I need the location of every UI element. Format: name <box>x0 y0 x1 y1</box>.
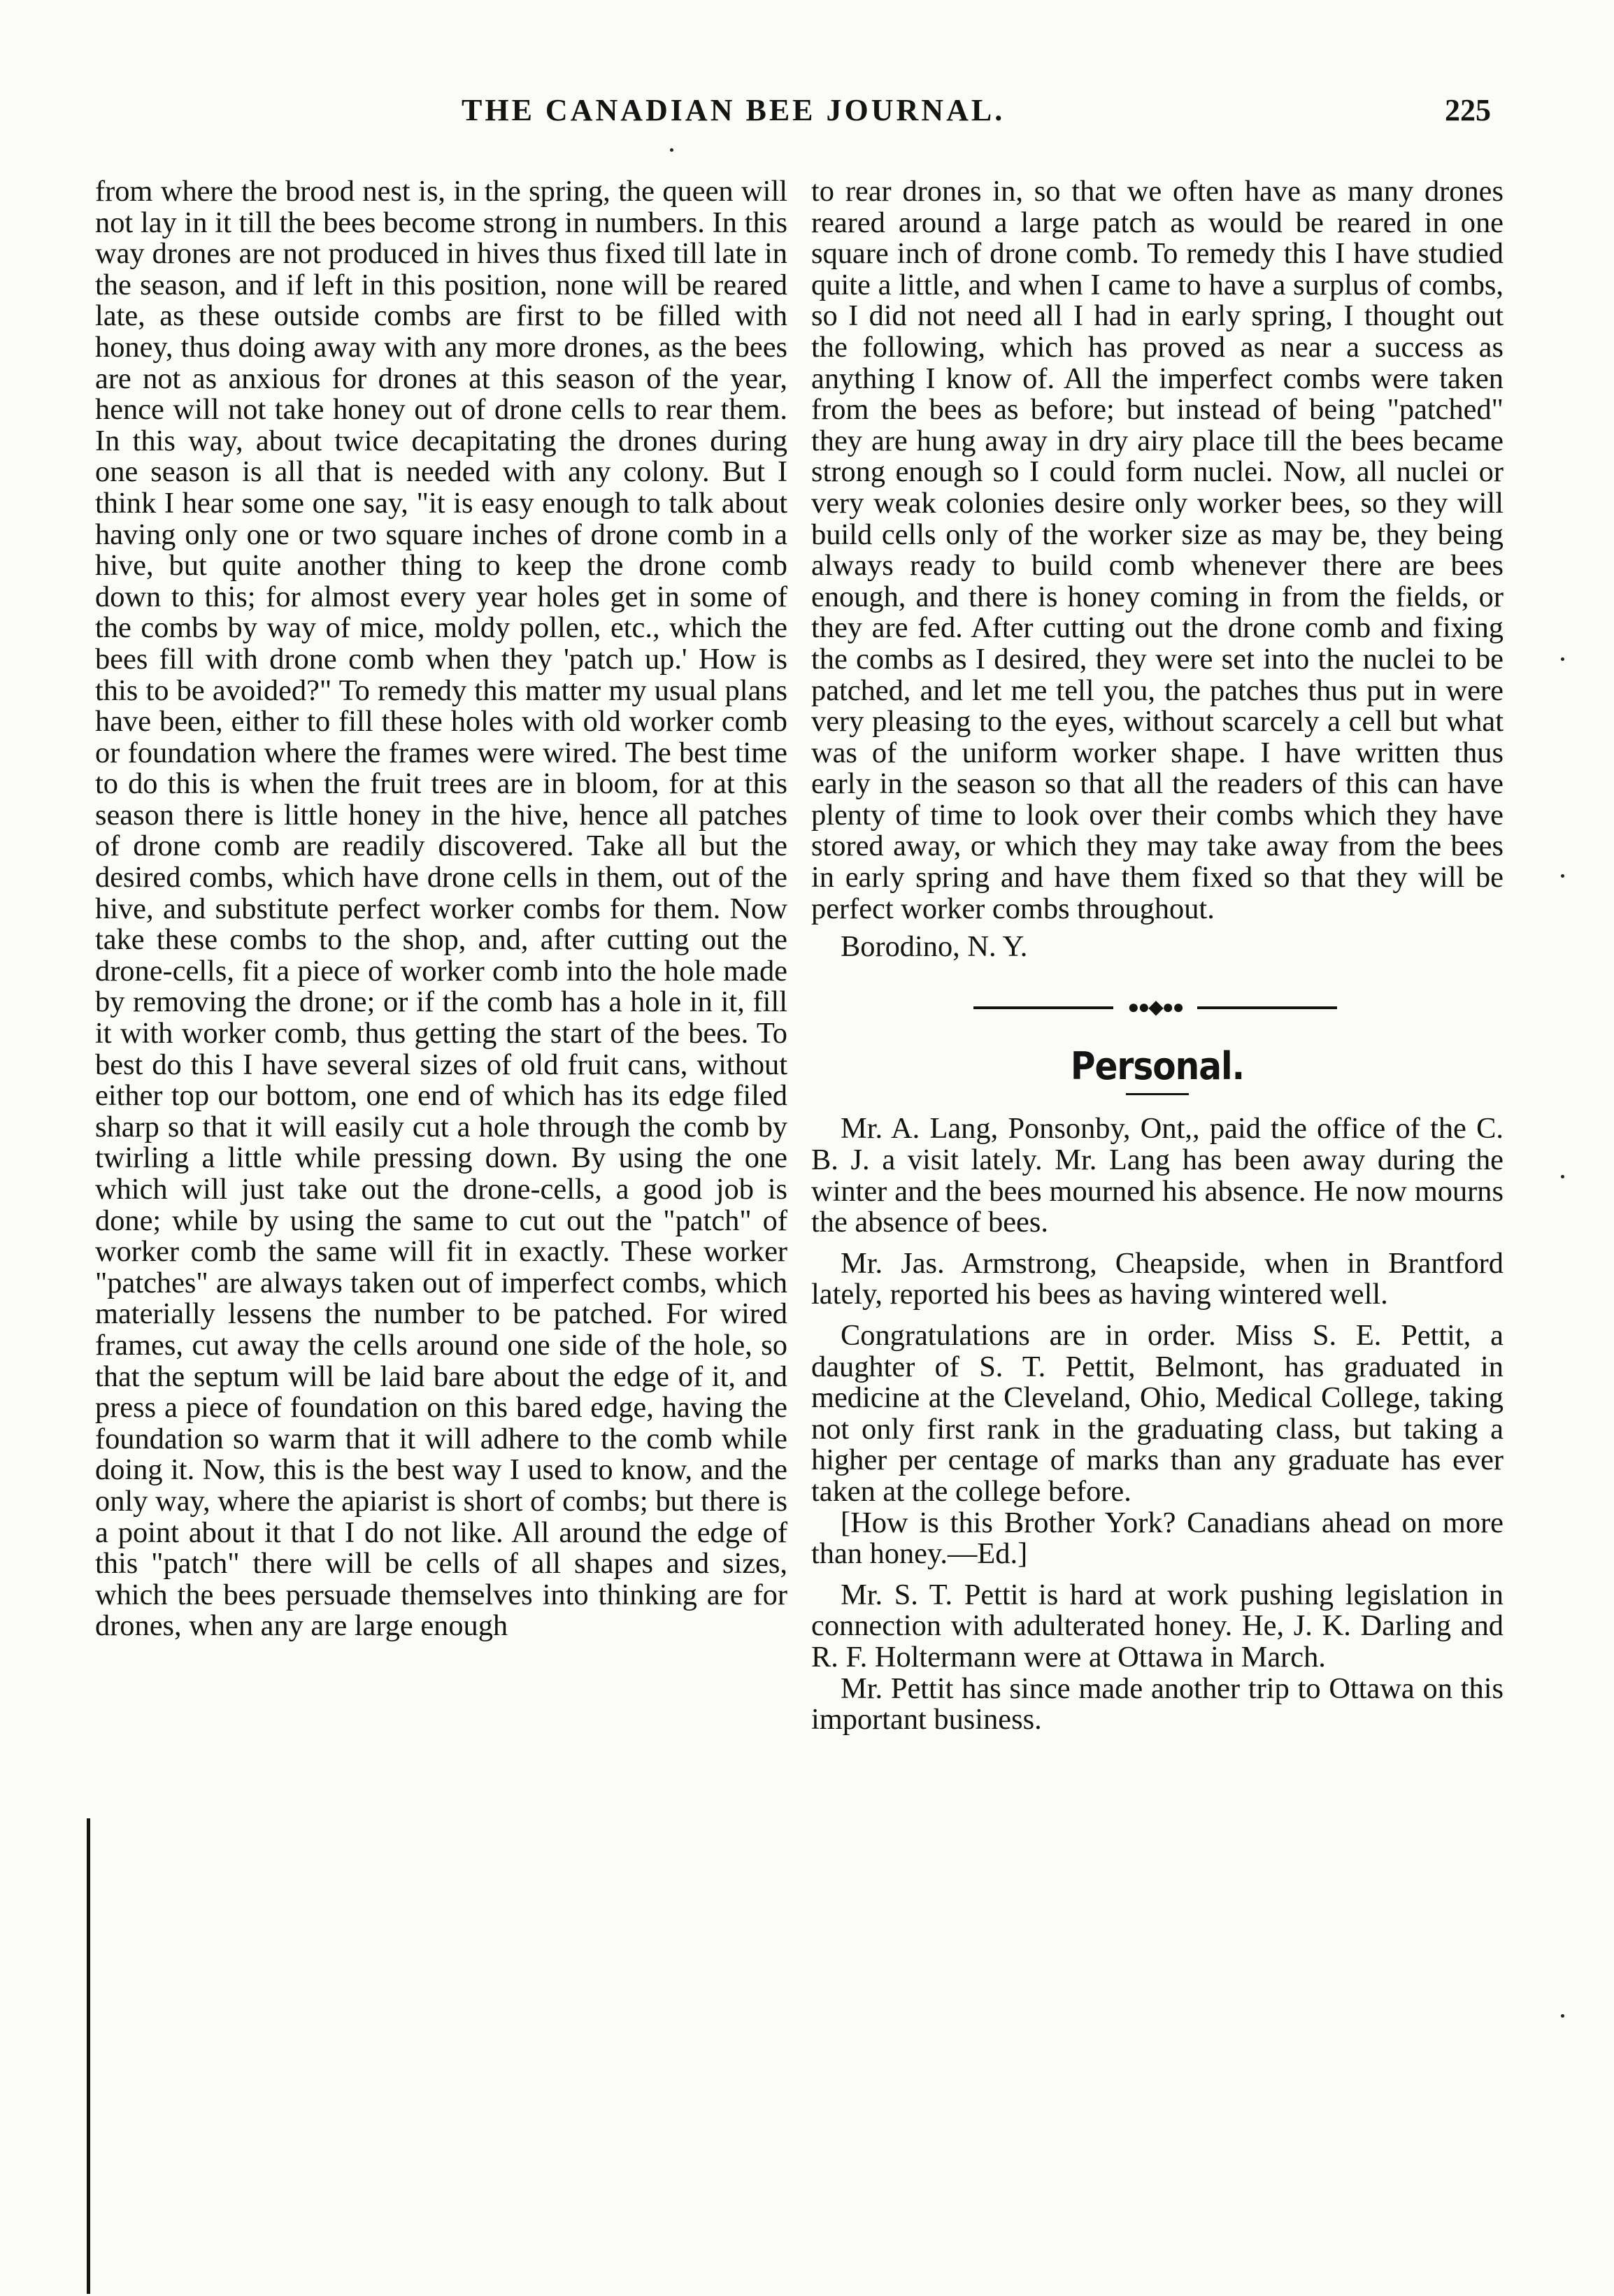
scan-speck <box>670 148 673 152</box>
scan-speck <box>1561 657 1564 661</box>
author-location: Borodino, N. Y. <box>841 930 1028 964</box>
scan-speck <box>1561 874 1564 878</box>
running-header <box>0 92 1614 134</box>
personal-item: Mr. S. T. Pettit is hard at work pushing legislation in connection with adulterated honey. He, J. K. Darling and R. F. Holtermann were at Ottawa in March. <box>811 1578 1504 1674</box>
scan-speck <box>1561 1175 1564 1178</box>
personal-item: Mr. Pettit has since made another trip to Ottawa on this important business. <box>811 1671 1504 1737</box>
left-column <box>95 176 787 1642</box>
scan-speck <box>1561 2014 1564 2018</box>
personal-item: Mr. Jas. Armstrong, Cheapside, when in Brantford lately, reported his bees as having wintered well. <box>811 1246 1504 1311</box>
article-continuation: to rear drones in, so that we often have as many drones reared around a large patch as would be reared in one square inch of drone comb. To remedy this I have studied quite a little, and when I came to have a surplus of combs, so I did not need all I had in early spring, I thought out the following, which has proved as near a success as anything I know of. All the imperfect combs were taken from the bees as before; but instead of being "patched" they are hung away in dry airy place till the bees became strong enough so I could form nuclei. Now, all nuclei or very weak colonies desire only worker bees, so they will build cells only of the worker size as may be, they being always ready to build comb whenever there are bees enough, and there is honey coming in from the fields, or they are fed. After cutting out the drone comb and fixing the combs as I desired, they were set into the nuclei to be patched, and let me tell you, the patches thus put in were very pleasing to the eyes, without scarcely a cell but what was of the uniform worker shape. I have written thus early in the season so that all the readers of this can have plenty of time to look over their combs which they have stored away, or which they may take away from the bees in early spring and have them fixed so that they will be perfect worker combs throughout. <box>811 175 1504 925</box>
article-paragraph: from where the brood nest is, in the spring, the queen will not lay in it till the bees become strong in numbers. In this way drones are not produced in hives thus fixed till late in the season, and if left in this position, none will be reared late, as these outside combs are first to be filled with honey, thus doing away with any more drones, as the bees are not as anxious for drones at this season of the year, hence will not take honey out of drone cells to rear them. In this way, about twice decapitating the drones during one season is all that is needed with any colony. But I think I hear some one say, "it is easy enough to talk about having only one or two square inches of drone comb in a hive, but quite another thing to keep the drone comb down to this; for almost every year holes get in some of the combs by way of mice, moldy pollen, etc., which the bees fill with drone comb when they 'patch up.' How is this to be avoided?" To remedy this matter my usual plans have been, either to fill these holes with old worker comb or foundation where the frames were wired. The best time to do this is when the fruit trees are in bloom, for at this season there is little honey in the hive, hence all patches of drone comb are readily discovered. Take all but the desired combs, which have drone cells in them, out of the hive, and substitute perfect worker combs for them. Now take these combs to the shop, and, after cutting out the drone-cells, fit a piece of worker comb into the hole made by removing the drone; or if the comb has a hole in it, fill it with worker comb, thus getting the start of the bees. To best do this I have several sizes of old fruit cans, without either top our bottom, one end of which has its edge filed sharp so that it will easily cut a hole through the comb by twirling a little while pressing down. By using the one which will just take out the drone-cells, a good job is done; while by using the same to cut out the "patch" of worker comb the same will fit in exactly. These worker "patches" are always taken out of imperfect combs, which materially lessens the number to be patched. For wired frames, cut away the cells around one side of the hole, so that the septum will be laid bare about the edge of it, and press a piece of foundation on this bared edge, having the foundation so warm that it will adhere to the comb while doing it. Now, this is the best way I used to know, and the only way, where the apiarist is short of combs; but there is a point about it that I do not like. All around the edge of this "patch" there will be cells of all shapes and sizes, which the bees persuade themselves into thinking are for drones, when any are large enough <box>95 175 787 1643</box>
journal-title: THE CANADIAN BEE JOURNAL. <box>462 93 1006 127</box>
personal-item: Congratulations are in order. Miss S. E. Pettit, a daughter of S. T. Pettit, Belmont, has graduated in medicine at the Cleveland, Ohio, Medical College, taking not only first rank in the graduating class, but taking a higher per centage of marks than any graduate has ever taken at the college before. <box>811 1319 1504 1508</box>
personal-item: Mr. A. Lang, Ponsonby, Ont,, paid the office of the C. B. J. a visit lately. Mr. Lang has been away during the winter and the bees mourned his absence. He now mourns the absence of bees. <box>811 1112 1504 1239</box>
section-divider-ornament: ●●◆●● <box>973 1001 1337 1015</box>
scan-edge-mark <box>87 1818 90 2294</box>
page-number: 225 <box>1445 93 1491 127</box>
heading-rule <box>1126 1093 1189 1095</box>
editor-note: [How is this Brother York? Canadians ahead on more than honey.—Ed.] <box>811 1506 1504 1571</box>
section-heading-personal: Personal. <box>1070 1043 1245 1088</box>
right-column <box>811 176 1504 1736</box>
